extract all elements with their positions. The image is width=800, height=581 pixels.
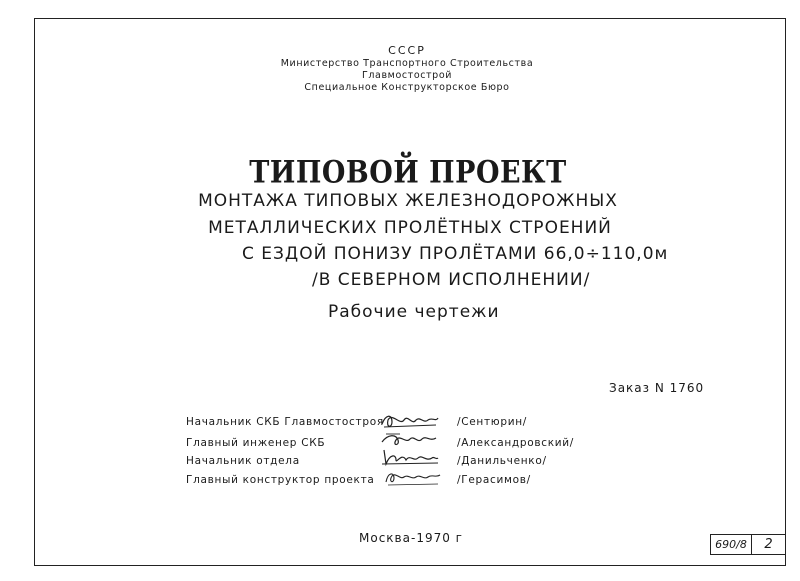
org-bureau: Специальное Конструкторское Бюро [304,82,510,93]
subtitle-line-2: МЕТАЛЛИЧЕСКИХ ПРОЛЁТНЫХ СТРОЕНИЙ [208,218,612,238]
signature-role-1: Начальник СКБ Главмостостроя [186,416,384,428]
signature-role-2: Главный инженер СКБ [186,437,326,449]
subtitle-line-1: МОНТАЖА ТИПОВЫХ ЖЕЛЕЗНОДОРОЖНЫХ [198,191,618,211]
subtitle-line-3: С ЕЗДОЙ ПОНИЗУ ПРОЛЁТАМИ 66,0÷110,0м [242,244,669,264]
city-year: Москва-1970 г [359,531,463,545]
signature-name-3: /Данильченко/ [457,455,547,467]
signature-role-4: Главный конструктор проекта [186,474,375,486]
section-title: Рабочие чертежи [328,302,500,322]
signature-name-2: /Александровский/ [457,437,575,449]
org-department: Главмостострой [361,70,453,81]
signature-role-3: Начальник отдела [186,455,300,467]
signature-name-4: /Герасимов/ [457,474,531,486]
signature-name-1: /Сентюрин/ [457,416,528,428]
sheet-number: 2 [752,534,786,555]
signature-scribble-3 [378,446,440,468]
org-country: СССР [388,44,426,57]
stamp-code: 690/8 [710,534,752,555]
signature-scribble-4 [382,466,444,488]
order-number: Заказ N 1760 [609,381,705,395]
doc-title: ТИПОВОЙ ПРОЕКТ [249,154,567,191]
subtitle-line-4: /В СЕВЕРНОМ ИСПОЛНЕНИИ/ [312,270,591,290]
org-ministry: Министерство Транспортного Строительства [280,58,534,69]
signature-scribble-1 [378,410,440,432]
